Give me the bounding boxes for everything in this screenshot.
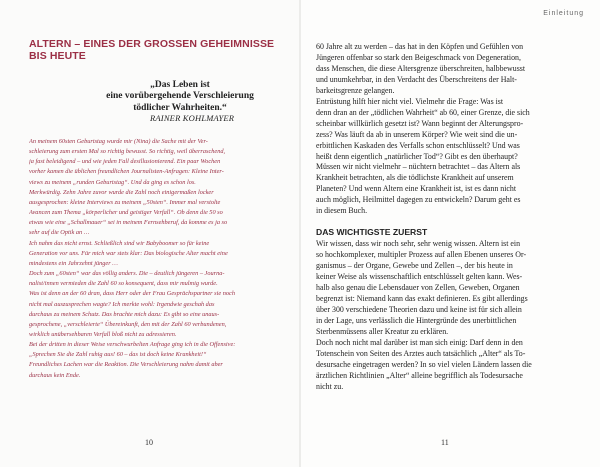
text-line: Sterbenmüssens aller Kreatur zu erklären.	[316, 326, 449, 336]
text-line: so hochkomplexer, multipler Prozess auf allen Ebenen unseres Or-	[316, 250, 527, 260]
epigraph-line: „Das Leben ist	[150, 80, 210, 90]
text-line: ja fast beleidigend – und wie jeden Fall desillusionierend. Ein paar Wochen	[29, 158, 221, 166]
text-line: Müssen wir nicht vielmehr – nüchtern betrachtet – das Altern als	[316, 162, 521, 172]
epigraph-line: eine vorübergehende Verschleierung	[106, 91, 254, 102]
text-line: in der Lage, uns verlässlich die Hintergründe des unerbittlichen	[316, 315, 517, 325]
running-head: Einleitung	[543, 10, 584, 17]
chapter-title-line: ALTERN – EINES DER GROSSEN GEHEIMNISSE	[29, 38, 275, 50]
text-line: Wir wissen, dass wir noch sehr, sehr wenig wissen. Altern ist ein	[316, 239, 521, 249]
text-line: Freundliches Lachen war die Reaktion. Die Verschleierung nahm damit aber	[29, 361, 223, 369]
right-body-text	[316, 42, 586, 393]
text-line: Generation vor uns. Für mich war stets klar: Das biologische Alter macht eine	[29, 249, 228, 257]
text-line: gesprochene, „verschleierte“ Übereinkunft, den mit der Zahl 60 verbundenen,	[29, 320, 227, 328]
text-line: durchaus kein Ende.	[29, 371, 81, 379]
text-line: ärztlichen Richtlinien „Alter“ alleine begrifflich als Todesursache	[316, 370, 523, 380]
epigraph-line: tödlicher Wahrheiten.“	[133, 102, 227, 113]
text-line: Was ist denn an der 60 dran, dass Herr oder der Frau Gesprächspartner sie noch	[29, 290, 235, 298]
left-body-text	[29, 137, 285, 381]
text-line: Bei der dritten in dieser Weise verschwurbelten Anfrage ging ich in die Offensive:	[29, 341, 236, 349]
left-page	[0, 0, 299, 467]
text-line: „Sprechen Sie die Zahl ruhig aus! 60 – das ist doch keine Krankheit!“	[29, 351, 207, 359]
text-line: sehr auf die Optik an …	[29, 229, 90, 237]
text-line: barkeitsgrenze gelangen.	[316, 85, 395, 95]
text-line: vorher kamen die üblichen freundlichen Journalisten-Anfragen: Kleine Inter-	[29, 168, 224, 176]
paragraph-spacer	[316, 217, 586, 226]
text-line: 60 Jahre alt zu werden – das hat in den Köpfen und Gefühlen von	[316, 42, 524, 51]
chapter-title-line: BIS HEUTE	[29, 50, 86, 62]
text-line: durchaus zu meinem Schutz. Das brachte mich dazu: Es gibt so eine unaus-	[29, 310, 220, 318]
text-line: scheinbar willkürlich gesetzt ist? Wann beginnt der Alterungspro-	[316, 118, 524, 128]
text-line: begrenzt ist: Niemand kann das exakt definieren. Es gibt allerdings	[316, 294, 528, 304]
page-number-left: 10	[145, 438, 153, 447]
text-line: Entrüstung hilft hier nicht viel. Vielmehr die Frage: Was ist	[316, 96, 504, 106]
epigraph-quote	[90, 80, 270, 114]
section-heading: DAS WICHTIGSTE ZUERST	[316, 227, 428, 238]
text-line: nicht mal auszusprechen wagte? Ich merkte wohl: Irgendwie geschah das	[29, 300, 215, 308]
text-line: An meinem 60sten Geburtstag wurde mir (Nina) die Sache mit der Ver-	[29, 138, 208, 145]
text-line: Doch zum „60sten“ war das völlig anders. Die – deutlich jüngeren – Journa-	[29, 270, 225, 278]
text-line: in diesem Buch.	[316, 206, 368, 216]
right-page	[301, 0, 600, 467]
epigraph-author: RAINER KOHLMAYER	[150, 113, 235, 123]
text-line: denn dran an der „tödlichen Wahrheit“ ab 60, einer Grenze, die sich	[316, 107, 530, 117]
text-line: Merkwürdig. Zehn Jahre zuvor wurde die Zahl noch einigermaßen locker	[29, 188, 214, 196]
text-line: Jüngeren offenbar so stark den Beigeschmack von Degeneration,	[316, 52, 521, 62]
chapter-title	[29, 38, 279, 62]
text-line: etwas wie eine „Schallmauer“ sei in meinem Fernsehberuf, da komme es ja so	[29, 219, 228, 227]
text-line: Totenschein von Seiten des Arztes auch tatsächlich „Alter“ als To-	[316, 348, 526, 358]
text-line: erbittlichen Kaskaden des Verfalls schon entschlüsselt? Und was	[316, 140, 520, 150]
text-line: ausgesprochen: kleine Interviews zu meinem „50sten“. Immer mal verstolte	[29, 198, 221, 206]
text-line: keiner Weise als wissenschaftlich entschlüsselt gelten kann. Wes-	[316, 272, 523, 282]
text-line: Planeten? Und wenn Altern eine Krankheit ist, ist es dann nicht	[316, 184, 517, 194]
text-line: heißt denn eigentlich „natürlicher Tod“? Gibt es den überhaupt?	[316, 151, 518, 161]
text-line: ganismus – der Organe, Gewebe und Zellen –, der bis heute in	[316, 261, 513, 271]
text-line: und unumkehrbar, in den Verdacht des Überschreitens der Halt-	[316, 74, 517, 84]
text-line: views zu meinem „runden Geburtstag“. Und da ging es schon los.	[29, 178, 196, 186]
text-line: schleierung zum ersten Mal so richtig bewusst. So richtig, weil überraschend,	[29, 148, 226, 156]
page-number-right: 11	[441, 438, 449, 447]
text-line: Avancen zum Thema „körperlicher und geistiger Verfall“. Ob denn die 50 so	[29, 209, 223, 217]
text-line: Krankheit betrachten, als die tödlichste Krankheit auf unserem	[316, 173, 514, 183]
text-line: zess? Was läuft da ab in unserem Körper? Wie weit sind die un-	[316, 129, 518, 139]
text-line: über 300 verschiedene Theorien dazu und keine ist für sich allein	[316, 304, 522, 314]
text-line: desursache eingetragen werden? In so viel vielen Ländern lassen die	[316, 359, 532, 369]
text-line: dass Menschen, die diese Altersgrenze überschreiten, halbbewusst	[316, 63, 526, 73]
text-line: nalist/innen vermieden die Zahl 60 so konsequent, dass mir mulmig wurde.	[29, 280, 218, 288]
text-line: Ich nahm das nicht ernst. Schließlich sind wir Babyboomer so für keine	[29, 239, 210, 247]
text-line: halb also genau die Lebensdauer von Zellen, Geweben, Organen	[316, 283, 520, 293]
text-line: wirklich unübersehbaren Verfall bloß nicht zu adressieren.	[29, 330, 177, 338]
text-line: auch möglich, Heilmittel dagegen zu entwickeln? Darum geht es	[316, 195, 521, 205]
text-line: nicht zu.	[316, 381, 344, 391]
text-line: Doch noch nicht mal darüber ist man sich einig: Darf denn in den	[316, 337, 523, 347]
text-line: mindestens ein Jahrzehnt jünger …	[29, 259, 118, 267]
